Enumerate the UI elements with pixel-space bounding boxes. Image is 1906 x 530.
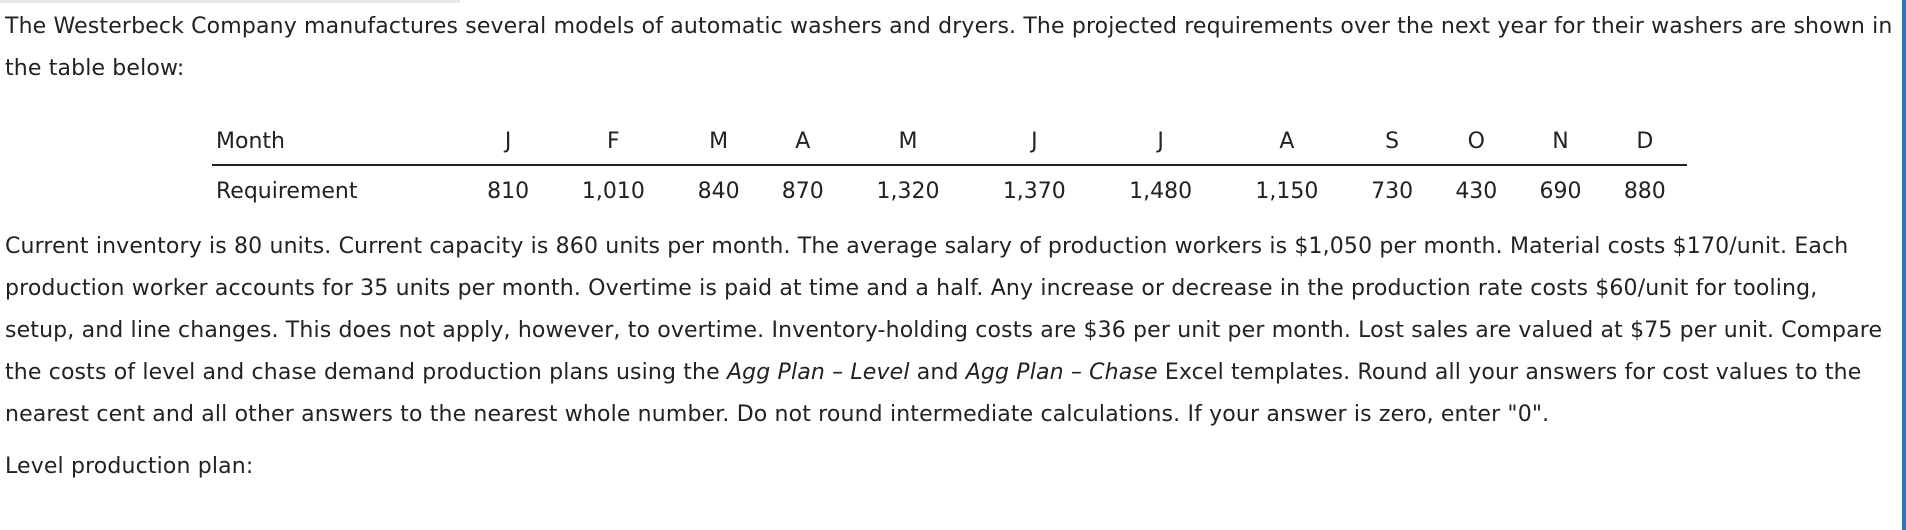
requirement-cell: 1,480 bbox=[1129, 178, 1193, 204]
requirement-cell: 1,370 bbox=[1002, 178, 1066, 204]
top-divider-strip bbox=[0, 0, 460, 3]
requirement-cell: 1,320 bbox=[876, 178, 940, 204]
month-cell: A bbox=[1224, 118, 1350, 165]
body-text-and: and bbox=[909, 360, 966, 385]
problem-body-paragraph bbox=[5, 226, 1893, 436]
requirement-cell: 1,150 bbox=[1255, 178, 1319, 204]
agg-plan-level-template: Agg Plan – Level bbox=[726, 360, 910, 385]
month-cell: D bbox=[1603, 118, 1687, 165]
body-text-part1: Current inventory is 80 units. Current capacity is 860 units per month. The average salary of production workers is $1,050 per month. Material costs $170/unit. Each production worker accounts for 35 units per month. Overtime is paid at time and a half. Any increase or decrease in the production rate costs $60/unit for tooling, setup, and line changes. This does not apply, however, to overtime. Inventory-holding costs are $36 per unit per month. Lost sales are valued at $75 per unit. Compare the costs of level and chase demand production plans using the bbox=[5, 234, 1883, 385]
requirement-cell: 730 bbox=[1371, 178, 1414, 204]
month-cell: J bbox=[1097, 118, 1223, 165]
requirement-cell: 810 bbox=[487, 178, 530, 204]
requirement-cell: 1,010 bbox=[581, 178, 645, 204]
requirements-table-wrap bbox=[212, 118, 1687, 216]
problem-content bbox=[5, 6, 1893, 488]
month-cell: F bbox=[550, 118, 676, 165]
month-header-label: Month bbox=[212, 118, 466, 165]
requirement-row-label: Requirement bbox=[216, 178, 358, 204]
intro-paragraph: The Westerbeck Company manufactures several models of automatic washers and dryers. The projected requirements over the next year for their washers are shown in the table below: bbox=[5, 14, 1893, 81]
month-cell: O bbox=[1434, 118, 1518, 165]
month-cell: M bbox=[845, 118, 971, 165]
month-cell: S bbox=[1350, 118, 1434, 165]
requirement-cell: 880 bbox=[1623, 178, 1666, 204]
level-plan-section-label: Level production plan: bbox=[5, 454, 254, 479]
requirement-cell: 430 bbox=[1455, 178, 1498, 204]
month-cell: M bbox=[676, 118, 760, 165]
right-scroll-edge bbox=[1902, 0, 1906, 530]
body-text-part2: Excel templates. Round all your answers for cost values to the nearest cent and all other answers to the nearest whole number. Do not round intermediate calculations. If your answer is zero, enter "0". bbox=[5, 360, 1862, 427]
table-row bbox=[212, 165, 1687, 216]
requirement-cell: 870 bbox=[781, 178, 824, 204]
requirement-cell: 840 bbox=[697, 178, 740, 204]
month-cell: J bbox=[466, 118, 550, 165]
requirement-cell: 690 bbox=[1539, 178, 1582, 204]
month-cell: A bbox=[761, 118, 845, 165]
month-cell: N bbox=[1518, 118, 1602, 165]
month-cell: J bbox=[971, 118, 1097, 165]
requirements-table bbox=[212, 118, 1687, 216]
table-header-row bbox=[212, 118, 1687, 165]
agg-plan-chase-template: Agg Plan – Chase bbox=[965, 360, 1158, 385]
